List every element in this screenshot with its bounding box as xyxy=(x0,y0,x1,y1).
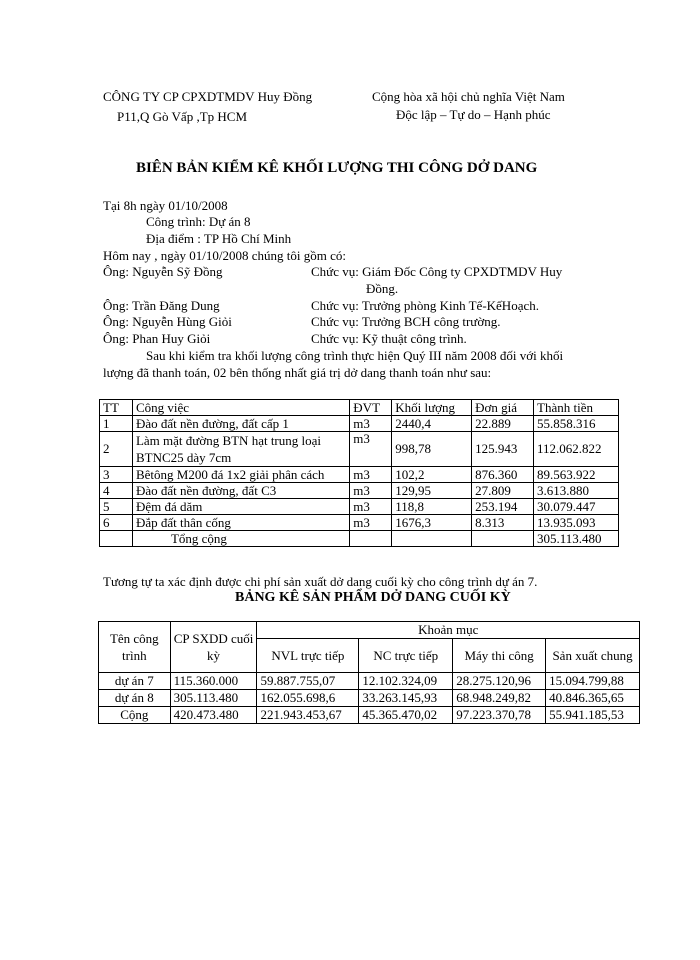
member-name: Ông: Nguyễn Hùng Giỏi xyxy=(103,314,232,329)
cell-unit: m3 xyxy=(350,515,392,531)
company-name: CÔNG TY CP CPXDTMDV Huy Đồng xyxy=(103,89,313,104)
table-row xyxy=(100,416,619,432)
column-header: Sản xuất chung xyxy=(546,639,640,673)
cell-empty xyxy=(100,531,133,547)
member-name: Ông: Phan Huy Giỏi xyxy=(103,331,211,346)
member-role: Chức vụ: Trưởng BCH công trường. xyxy=(311,314,501,329)
table-row xyxy=(99,673,640,690)
intro-today: Hôm nay , ngày 01/10/2008 chúng tôi gồm có: xyxy=(103,248,347,263)
table-row xyxy=(100,515,619,531)
note-text: Tương tự ta xác định được chi phí sản xuất dở dang cuối kỳ cho công trình dự án 7. xyxy=(103,574,538,589)
table-row xyxy=(100,499,619,515)
member-role-continued: Đồng. xyxy=(366,281,399,296)
cell-tt: 6 xyxy=(100,515,133,531)
table-header-row xyxy=(100,400,619,416)
table-row xyxy=(100,432,619,467)
table-row xyxy=(100,483,619,499)
cell-volume: 102,2 xyxy=(392,467,472,483)
cell-value: 33.263.145,93 xyxy=(359,690,453,707)
total-value: 305.113.480 xyxy=(534,531,619,547)
nation-name: Cộng hòa xã hội chủ nghĩa Việt Nam xyxy=(372,89,565,104)
column-header: ĐVT xyxy=(350,400,392,416)
cell-volume: 2440,4 xyxy=(392,416,472,432)
cell-work: Làm mặt đường BTN hạt trung loại BTNC25 dày 7cm xyxy=(132,432,349,467)
cell-work: Đệm đá dăm xyxy=(132,499,349,515)
cell-work: Đắp đất thân cống xyxy=(132,515,349,531)
cell-amount: 13.935.093 xyxy=(534,515,619,531)
cell-value: 305.113.480 xyxy=(170,690,257,707)
cell-value: 28.275.120,96 xyxy=(453,673,546,690)
cell-project: dự án 7 xyxy=(99,673,171,690)
column-header: Công việc xyxy=(132,400,349,416)
cell-tt: 2 xyxy=(100,432,133,467)
cell-value: 15.094.799,88 xyxy=(546,673,640,690)
column-group-header: Khoản mục xyxy=(257,622,640,639)
cell-unit: m3 xyxy=(350,416,392,432)
column-header: Khối lượng xyxy=(392,400,472,416)
member-name: Ông: Trần Đăng Dung xyxy=(103,298,220,313)
cell-empty xyxy=(350,531,392,547)
cell-value: 12.102.324,09 xyxy=(359,673,453,690)
wip-summary-table xyxy=(98,621,640,724)
company-address: P11,Q Gò Vấp ,Tp HCM xyxy=(117,109,248,124)
column-header: TT xyxy=(100,400,133,416)
cell-work: Bêtông M200 đá 1x2 giải phân cách xyxy=(132,467,349,483)
cell-empty xyxy=(392,531,472,547)
cell-volume: 129,95 xyxy=(392,483,472,499)
cell-value: 59.887.755,07 xyxy=(257,673,359,690)
column-header: Máy thi công xyxy=(453,639,546,673)
cell-tt: 1 xyxy=(100,416,133,432)
cell-price: 27.809 xyxy=(472,483,534,499)
cell-amount: 112.062.822 xyxy=(534,432,619,467)
member-role: Chức vụ: Giám Đốc Công ty CPXDTMDV Huy xyxy=(311,264,563,279)
cell-amount: 89.563.922 xyxy=(534,467,619,483)
column-header: NC trực tiếp xyxy=(359,639,453,673)
cell-empty xyxy=(472,531,534,547)
cell-project: dự án 8 xyxy=(99,690,171,707)
table-row xyxy=(100,467,619,483)
cell-value: 55.941.185,53 xyxy=(546,707,640,724)
cell-unit: m3 xyxy=(350,499,392,515)
table-total-row xyxy=(99,707,640,724)
column-header: Thành tiền xyxy=(534,400,619,416)
column-header: Đơn giá xyxy=(472,400,534,416)
table-row xyxy=(99,690,640,707)
paragraph-line: Sau khi kiểm tra khối lượng công trình thực hiện Quý III năm 2008 đối với khối xyxy=(146,348,564,363)
cell-unit: m3 xyxy=(350,467,392,483)
cell-value: 97.223.370,78 xyxy=(453,707,546,724)
intro-project: Công trình: Dự án 8 xyxy=(146,214,251,229)
cell-value: 115.360.000 xyxy=(170,673,257,690)
column-header: NVL trực tiếp xyxy=(257,639,359,673)
cell-tt: 3 xyxy=(100,467,133,483)
cell-volume: 1676,3 xyxy=(392,515,472,531)
cell-tt: 5 xyxy=(100,499,133,515)
cell-value: 221.943.453,67 xyxy=(257,707,359,724)
cell-work: Đào đất nền đường, đất C3 xyxy=(132,483,349,499)
cell-value: 68.948.249,82 xyxy=(453,690,546,707)
table-total-row xyxy=(100,531,619,547)
column-header-name: Tên công trình xyxy=(99,622,171,673)
document-title: BIÊN BẢN KIỂM KÊ KHỐI LƯỢNG THI CÔNG DỞ DANG xyxy=(136,160,538,176)
cell-volume: 998,78 xyxy=(392,432,472,467)
cell-value: 420.473.480 xyxy=(170,707,257,724)
cell-tt: 4 xyxy=(100,483,133,499)
intro-time: Tại 8h ngày 01/10/2008 xyxy=(103,198,228,213)
cell-value: 40.846.365,65 xyxy=(546,690,640,707)
cell-price: 8.313 xyxy=(472,515,534,531)
cell-project: Cộng xyxy=(99,707,171,724)
cell-price: 876.360 xyxy=(472,467,534,483)
total-label: Tổng cộng xyxy=(132,531,349,547)
cell-price: 22.889 xyxy=(472,416,534,432)
volume-table xyxy=(99,399,619,547)
intro-location: Địa điểm : TP Hồ Chí Minh xyxy=(146,231,292,246)
cell-price: 125.943 xyxy=(472,432,534,467)
cell-value: 162.055.698,6 xyxy=(257,690,359,707)
cell-amount: 3.613.880 xyxy=(534,483,619,499)
summary-title: BẢNG KÊ SẢN PHẨM DỞ DANG CUỐI KỲ xyxy=(235,590,511,605)
table-header-row xyxy=(99,622,640,639)
cell-unit: m3 xyxy=(350,483,392,499)
column-header-cp: CP SXDD cuối kỳ xyxy=(170,622,257,673)
cell-amount: 55.858.316 xyxy=(534,416,619,432)
member-role: Chức vụ: Trưởng phòng Kinh Tế-KếHoạch. xyxy=(311,298,539,313)
cell-price: 253.194 xyxy=(472,499,534,515)
cell-value: 45.365.470,02 xyxy=(359,707,453,724)
cell-amount: 30.079.447 xyxy=(534,499,619,515)
member-role: Chức vụ: Kỹ thuật công trình. xyxy=(311,331,467,346)
cell-work: Đào đất nền đường, đất cấp 1 xyxy=(132,416,349,432)
nation-motto: Độc lập – Tự do – Hạnh phúc xyxy=(396,107,551,122)
cell-unit: m3 xyxy=(350,432,392,467)
paragraph-line: lượng đã thanh toán, 02 bên thống nhất giá trị dở dang thanh toán như sau: xyxy=(103,365,492,380)
cell-volume: 118,8 xyxy=(392,499,472,515)
member-name: Ông: Nguyễn Sỹ Đồng xyxy=(103,264,223,279)
